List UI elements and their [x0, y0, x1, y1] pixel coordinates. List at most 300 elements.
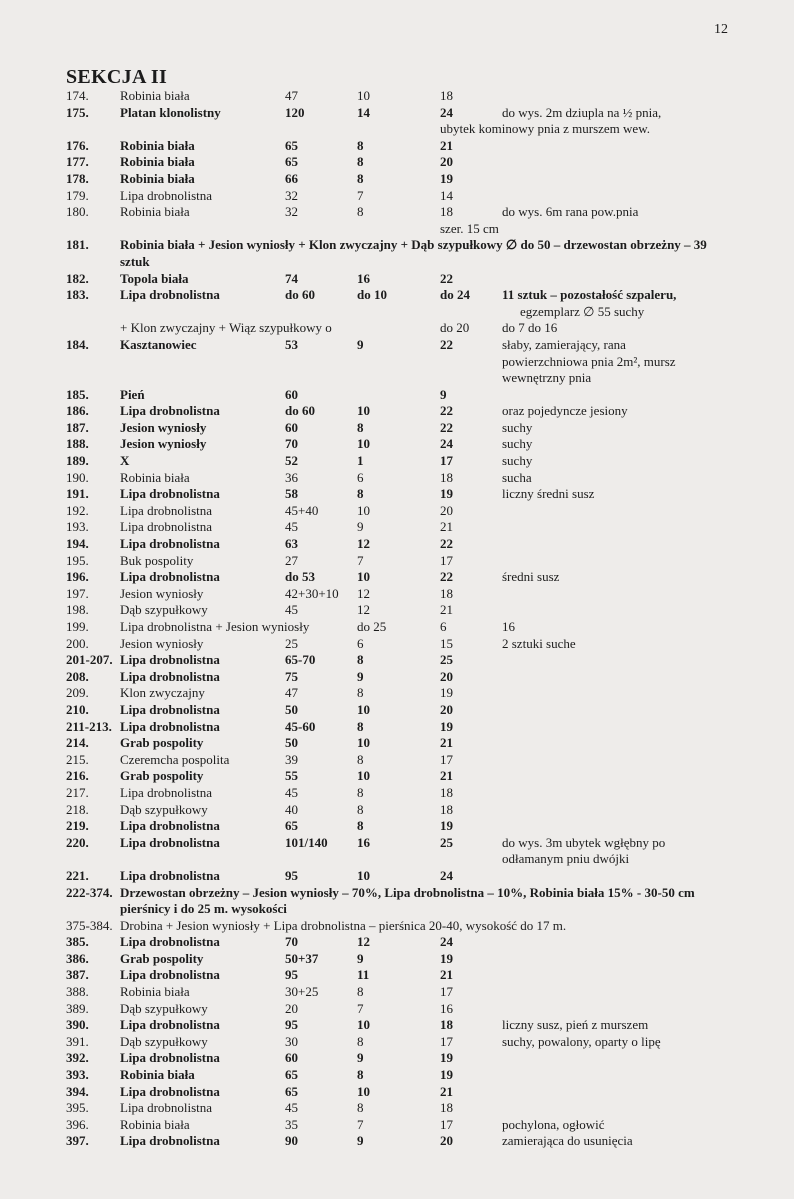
- note-line: 11 sztuk – pozostałość szpaleru,: [502, 287, 677, 303]
- row-number: 211-213.: [66, 718, 112, 734]
- height-value: 16: [440, 1000, 453, 1016]
- species-name: Pień: [120, 386, 145, 402]
- row-number: 210.: [66, 701, 89, 717]
- species-name: Lipa drobnolistna: [120, 834, 220, 850]
- table-row: [0, 188, 794, 205]
- species-name: Lipa drobnolistna: [120, 668, 220, 684]
- species-name: Lipa drobnolistna: [120, 652, 220, 668]
- height-value: 22: [440, 569, 453, 585]
- crown-diameter-value: 9: [357, 336, 364, 352]
- note-line: słaby, zamierający, rana: [502, 336, 626, 352]
- row-note: [502, 436, 532, 453]
- crown-diameter-value: 9: [357, 950, 364, 966]
- row-note: [502, 287, 676, 304]
- height-value: 19: [440, 950, 453, 966]
- height-value: 17: [440, 751, 453, 767]
- crown-diameter-value: 8: [357, 801, 364, 817]
- crown-diameter-value: 8: [357, 685, 364, 701]
- row-number: 375-384.: [66, 917, 113, 933]
- height-value: 17: [440, 453, 453, 469]
- circumference-value: 65: [285, 137, 298, 153]
- row-number: 189.: [66, 453, 89, 469]
- row-number: 197.: [66, 585, 89, 601]
- height-value: 25: [440, 652, 453, 668]
- height-value: 24: [440, 104, 453, 120]
- table-row: [0, 320, 794, 337]
- circumference-value: do 53: [285, 569, 315, 585]
- table-row: [0, 453, 794, 470]
- circumference-value: 65: [285, 154, 298, 170]
- species-name: Robinia biała: [120, 88, 190, 103]
- crown-diameter-value: 10: [357, 403, 370, 419]
- note-line: suchy: [502, 453, 533, 469]
- row-number: 388.: [66, 984, 89, 1000]
- row-number: 220.: [66, 834, 89, 850]
- table-row: [0, 1117, 794, 1134]
- circumference-value: 30+25: [285, 984, 319, 1000]
- circumference-value: 45: [285, 602, 298, 618]
- table-row: [0, 951, 794, 968]
- note-line: 2 sztuki suche: [502, 635, 576, 651]
- row-description: Robinia biała + Jesion wyniosły + Klon zwyczajny + Dąb szypułkowy ∅ do 50 – drzewostan obrzeżny – 39 sztuk: [120, 237, 707, 269]
- height-value: 17: [440, 1116, 453, 1132]
- row-note: [502, 105, 661, 122]
- row-number: 176.: [66, 137, 89, 153]
- crown-diameter-value: 6: [357, 469, 364, 485]
- note-line: suchy: [502, 436, 533, 452]
- table-row: [0, 918, 794, 935]
- species-name: Lipa drobnolistna: [120, 1133, 220, 1149]
- note-line: liczny susz, pień z murszem: [502, 1017, 649, 1033]
- circumference-value: 65: [285, 1083, 298, 1099]
- height-value: 25: [440, 834, 453, 850]
- height-value: 24: [440, 934, 453, 950]
- table-row: [0, 636, 794, 653]
- row-number: 198.: [66, 602, 89, 618]
- species-name: Lipa drobnolistna: [120, 867, 220, 883]
- row-number: 390.: [66, 1017, 89, 1033]
- row-number: 394.: [66, 1083, 89, 1099]
- circumference-value: 50+37: [285, 950, 319, 966]
- height-value: 24: [440, 436, 453, 452]
- species-name: Lipa drobnolistna: [120, 718, 220, 734]
- row-number: 389.: [66, 1000, 89, 1016]
- row-number: 190.: [66, 469, 89, 485]
- table-row: [0, 752, 794, 769]
- crown-diameter-value: 11: [357, 967, 370, 983]
- species-name: Kasztanowiec: [120, 336, 197, 352]
- row-number: 219.: [66, 818, 89, 834]
- note-line: wewnętrzny pnia: [502, 370, 592, 386]
- circumference-value: 53: [285, 336, 298, 352]
- height-value: 22: [440, 403, 453, 419]
- row-number: 397.: [66, 1133, 89, 1149]
- table-row: [0, 237, 794, 270]
- note-line: liczny średni susz: [502, 486, 595, 502]
- row-number: 395.: [66, 1100, 89, 1116]
- height-value: 21: [440, 602, 453, 618]
- table-row: [0, 1001, 794, 1018]
- table-row: [0, 1050, 794, 1067]
- table-row: [0, 1034, 794, 1051]
- row-note: [502, 453, 532, 470]
- table-row: [0, 271, 794, 288]
- row-number: 385.: [66, 934, 89, 950]
- height-value: 9: [440, 386, 447, 402]
- note-line: szer. 15 cm: [440, 220, 499, 236]
- crown-diameter-value: do 25: [357, 619, 387, 635]
- row-number: 201-207.: [66, 652, 113, 668]
- row-number: 209.: [66, 685, 89, 701]
- row-number: 177.: [66, 154, 89, 170]
- circumference-value: 32: [285, 187, 298, 203]
- height-value: 19: [440, 170, 453, 186]
- height-value: 19: [440, 718, 453, 734]
- row-number: 393.: [66, 1067, 89, 1083]
- circumference-value: 36: [285, 469, 298, 485]
- row-number: 222-374.: [66, 884, 113, 900]
- table-row: [0, 337, 794, 387]
- table-row: [0, 835, 794, 868]
- crown-diameter-value: 8: [357, 170, 364, 186]
- table-row: [0, 702, 794, 719]
- table-row: [0, 885, 794, 918]
- table-row: [0, 138, 794, 155]
- height-value: 18: [440, 204, 453, 220]
- row-number: 195.: [66, 552, 89, 568]
- note-line: do wys. 6m rana pow.pnia: [502, 204, 639, 220]
- species-name: Lipa drobnolistna: [120, 403, 220, 419]
- height-value: 20: [440, 668, 453, 684]
- height-value: 19: [440, 1050, 453, 1066]
- height-value: 20: [440, 701, 453, 717]
- species-name: Lipa drobnolistna: [120, 1017, 220, 1033]
- circumference-value: 27: [285, 552, 298, 568]
- row-note: [502, 1133, 633, 1150]
- note-line: suchy: [502, 419, 533, 435]
- crown-diameter-value: 10: [357, 436, 370, 452]
- height-value: 18: [440, 469, 453, 485]
- note-line: powierzchniowa pnia 2m², mursz: [502, 353, 676, 369]
- note-line: do wys. 3m ubytek wgłębny po: [502, 834, 666, 850]
- circumference-value: 45-60: [285, 718, 316, 734]
- height-value: 24: [440, 867, 453, 883]
- circumference-value: 75: [285, 668, 298, 684]
- note-line: do 7 do 16: [502, 320, 558, 336]
- species-name: Lipa drobnolistna: [120, 569, 220, 585]
- row-number: 187.: [66, 419, 89, 435]
- species-name: Jesion wyniosły: [120, 585, 204, 601]
- height-value: 20: [440, 1133, 453, 1149]
- table-row: [0, 802, 794, 819]
- note-line: egzemplarz ∅ 55 suchy: [520, 303, 645, 319]
- crown-diameter-value: 8: [357, 784, 364, 800]
- circumference-value: 42+30+10: [285, 585, 339, 601]
- species-name: Robinia biała: [120, 1067, 195, 1083]
- circumference-value: 95: [285, 1017, 298, 1033]
- crown-diameter-value: 8: [357, 137, 364, 153]
- species-name: X: [120, 453, 130, 469]
- table-row: [0, 287, 794, 320]
- row-note: [502, 420, 532, 437]
- height-value: 18: [440, 784, 453, 800]
- height-value: 21: [440, 1083, 453, 1099]
- row-number: 387.: [66, 967, 89, 983]
- row-number: 216.: [66, 768, 89, 784]
- crown-diameter-value: 8: [357, 718, 364, 734]
- height-value: 18: [440, 88, 453, 103]
- species-name: Grab pospolity: [120, 768, 204, 784]
- crown-diameter-value: 10: [357, 768, 370, 784]
- species-name: Grab pospolity: [120, 735, 204, 751]
- table-row: [0, 171, 794, 188]
- note-line: oraz pojedyncze jesiony: [502, 403, 628, 419]
- row-description: Drobina + Jesion wyniosły + Lipa drobnolistna – pierśnica 20-40, wysokość do 17 m.: [120, 917, 567, 933]
- row-number: 199.: [66, 619, 89, 635]
- row-number: 186.: [66, 403, 89, 419]
- table-row: [0, 470, 794, 487]
- table-row: [0, 536, 794, 553]
- crown-diameter-value: 10: [357, 1083, 370, 1099]
- crown-diameter-value: 9: [357, 519, 364, 535]
- species-name: Lipa drobnolistna: [120, 486, 220, 502]
- circumference-value: 35: [285, 1116, 298, 1132]
- table-row: [0, 204, 794, 237]
- row-number: 185.: [66, 386, 89, 402]
- height-value: 20: [440, 154, 453, 170]
- species-name: Grab pospolity: [120, 950, 204, 966]
- species-name: Robinia biała: [120, 1116, 190, 1132]
- circumference-value: 50: [285, 735, 298, 751]
- crown-diameter-value: 8: [357, 652, 364, 668]
- row-number: 218.: [66, 801, 89, 817]
- species-name: Lipa drobnolistna: [120, 287, 220, 303]
- table-row: [0, 669, 794, 686]
- species-name: Lipa drobnolistna: [120, 502, 213, 518]
- row-number: 193.: [66, 519, 89, 535]
- height-value: 17: [440, 984, 453, 1000]
- crown-diameter-value: 7: [357, 187, 364, 203]
- circumference-value: 63: [285, 536, 298, 552]
- circumference-value: 65-70: [285, 652, 316, 668]
- height-value: 21: [440, 137, 453, 153]
- table-row: [0, 652, 794, 669]
- table-row: [0, 503, 794, 520]
- height-value: 18: [440, 801, 453, 817]
- circumference-value: 60: [285, 1050, 298, 1066]
- height-value: 21: [440, 768, 453, 784]
- crown-diameter-value: 6: [357, 635, 364, 651]
- species-name: Lipa drobnolistna: [120, 967, 220, 983]
- height-value: 22: [440, 536, 453, 552]
- table-row: [0, 420, 794, 437]
- note-line: ubytek kominowy pnia z murszem wew.: [440, 121, 650, 137]
- species-name: Lipa drobnolistna + Jesion wyniosły: [120, 619, 310, 635]
- species-name: Buk pospolity: [120, 552, 194, 568]
- species-name: Topola biała: [120, 270, 189, 286]
- table-row: [0, 586, 794, 603]
- row-note: [502, 403, 628, 420]
- crown-diameter-value: 10: [357, 88, 370, 103]
- height-value: 6: [440, 619, 447, 635]
- circumference-value: 66: [285, 170, 298, 186]
- species-name: Lipa drobnolistna: [120, 818, 220, 834]
- species-name: Lipa drobnolistna: [120, 1050, 220, 1066]
- height-value: 14: [440, 187, 453, 203]
- circumference-value: 70: [285, 436, 298, 452]
- row-number: 188.: [66, 436, 89, 452]
- table-row: [0, 403, 794, 420]
- crown-diameter-value: 9: [357, 1133, 364, 1149]
- circumference-value: 45: [285, 784, 298, 800]
- circumference-value: do 60: [285, 403, 315, 419]
- crown-diameter-value: 12: [357, 602, 370, 618]
- row-note: [502, 337, 676, 387]
- crown-diameter-value: 7: [357, 1000, 364, 1016]
- row-number: 184.: [66, 336, 89, 352]
- circumference-value: 32: [285, 204, 298, 220]
- species-name: Robinia biała: [120, 469, 190, 485]
- table-row: [0, 154, 794, 171]
- crown-diameter-value: do 10: [357, 287, 387, 303]
- species-name: Robinia biała: [120, 204, 190, 220]
- crown-diameter-value: 8: [357, 1033, 364, 1049]
- row-note: [502, 619, 515, 636]
- circumference-value: 95: [285, 967, 298, 983]
- row-number: 175.: [66, 104, 89, 120]
- circumference-value: 60: [285, 419, 298, 435]
- table-row: [0, 88, 794, 105]
- row-number: 192.: [66, 502, 89, 518]
- species-name: Czeremcha pospolita: [120, 751, 230, 767]
- note-line: sucha: [502, 469, 532, 485]
- species-name: Robinia biała: [120, 170, 195, 186]
- crown-diameter-value: 8: [357, 204, 364, 220]
- crown-diameter-value: 9: [357, 668, 364, 684]
- table-row: [0, 486, 794, 503]
- row-note: [502, 486, 594, 503]
- row-note: [502, 636, 576, 653]
- height-value: 18: [440, 1017, 453, 1033]
- table-row: [0, 1084, 794, 1101]
- note-line: odłamanym pniu dwójki: [502, 851, 630, 867]
- row-number: 180.: [66, 204, 89, 220]
- height-value: 22: [440, 419, 453, 435]
- row-description: Drzewostan obrzeżny – Jesion wyniosły – 70%, Lipa drobnolistna – 10%, Robinia biała 15% - 30-50 cm pierśnicy i do 25 m. wysokości: [120, 884, 695, 917]
- table-row: [0, 569, 794, 586]
- row-note: [502, 1034, 661, 1051]
- species-name: Platan klonolistny: [120, 104, 221, 120]
- tree-inventory-table: [0, 88, 794, 1150]
- note-line: pochylona, ogłowić: [502, 1116, 605, 1132]
- crown-diameter-value: 10: [357, 701, 370, 717]
- crown-diameter-value: 8: [357, 486, 364, 502]
- crown-diameter-value: 10: [357, 569, 370, 585]
- row-number: 181.: [66, 237, 89, 253]
- species-name: Robinia biała: [120, 984, 190, 1000]
- species-name: Lipa drobnolistna: [120, 701, 220, 717]
- table-row: [0, 1067, 794, 1084]
- crown-diameter-value: 10: [357, 867, 370, 883]
- circumference-value: 50: [285, 701, 298, 717]
- row-number: 214.: [66, 735, 89, 751]
- height-value: 19: [440, 1067, 453, 1083]
- height-value: 22: [440, 270, 453, 286]
- row-number: 391.: [66, 1033, 89, 1049]
- table-row: [0, 553, 794, 570]
- row-note: [502, 204, 638, 221]
- crown-diameter-value: 1: [357, 453, 364, 469]
- crown-diameter-value: 12: [357, 536, 370, 552]
- table-row: [0, 105, 794, 138]
- species-name: Lipa drobnolistna: [120, 519, 213, 535]
- circumference-value: 65: [285, 1067, 298, 1083]
- circumference-value: do 60: [285, 287, 315, 303]
- table-row: [0, 1100, 794, 1117]
- circumference-value: 74: [285, 270, 298, 286]
- row-number: 386.: [66, 950, 89, 966]
- crown-diameter-value: 16: [357, 270, 370, 286]
- row-number: 178.: [66, 170, 89, 186]
- row-number: 215.: [66, 751, 89, 767]
- height-value: 20: [440, 502, 453, 518]
- circumference-value: 58: [285, 486, 298, 502]
- table-row: [0, 619, 794, 636]
- table-row: [0, 436, 794, 453]
- circumference-value: 95: [285, 867, 298, 883]
- note-line: do wys. 2m dziupla na ½ pnia,: [502, 104, 662, 120]
- height-value: 18: [440, 1100, 453, 1116]
- circumference-value: 30: [285, 1033, 298, 1049]
- row-number: 174.: [66, 88, 89, 103]
- species-name: Dąb szypułkowy: [120, 1033, 208, 1049]
- row-note: [502, 1017, 648, 1034]
- table-row: [0, 519, 794, 536]
- species-name: Lipa drobnolistna: [120, 1083, 220, 1099]
- table-row: [0, 685, 794, 702]
- circumference-value: 45+40: [285, 502, 319, 518]
- row-number: 396.: [66, 1116, 89, 1132]
- crown-diameter-value: 8: [357, 751, 364, 767]
- row-number: 194.: [66, 536, 89, 552]
- species-name: Dąb szypułkowy: [120, 801, 208, 817]
- species-name: Robinia biała: [120, 154, 195, 170]
- circumference-value: 20: [285, 1000, 298, 1016]
- crown-diameter-value: 12: [357, 585, 370, 601]
- row-number: 182.: [66, 270, 89, 286]
- circumference-value: 39: [285, 751, 298, 767]
- height-value: 19: [440, 486, 453, 502]
- species-name: Jesion wyniosły: [120, 635, 204, 651]
- height-value: 21: [440, 519, 453, 535]
- row-number: 200.: [66, 635, 89, 651]
- circumference-value: 60: [285, 386, 298, 402]
- crown-diameter-value: 8: [357, 154, 364, 170]
- species-name: Klon zwyczajny: [120, 685, 205, 701]
- height-value: 18: [440, 585, 453, 601]
- species-name: Jesion wyniosły: [120, 419, 207, 435]
- row-number: 196.: [66, 569, 89, 585]
- species-name: Lipa drobnolistna: [120, 187, 213, 203]
- crown-diameter-value: 8: [357, 1100, 364, 1116]
- circumference-value: 47: [285, 88, 298, 103]
- table-row: [0, 387, 794, 404]
- crown-diameter-value: 8: [357, 1067, 364, 1083]
- species-name: Lipa drobnolistna: [120, 1100, 213, 1116]
- table-row: [0, 768, 794, 785]
- height-value: 21: [440, 735, 453, 751]
- note-line: 16: [502, 619, 515, 635]
